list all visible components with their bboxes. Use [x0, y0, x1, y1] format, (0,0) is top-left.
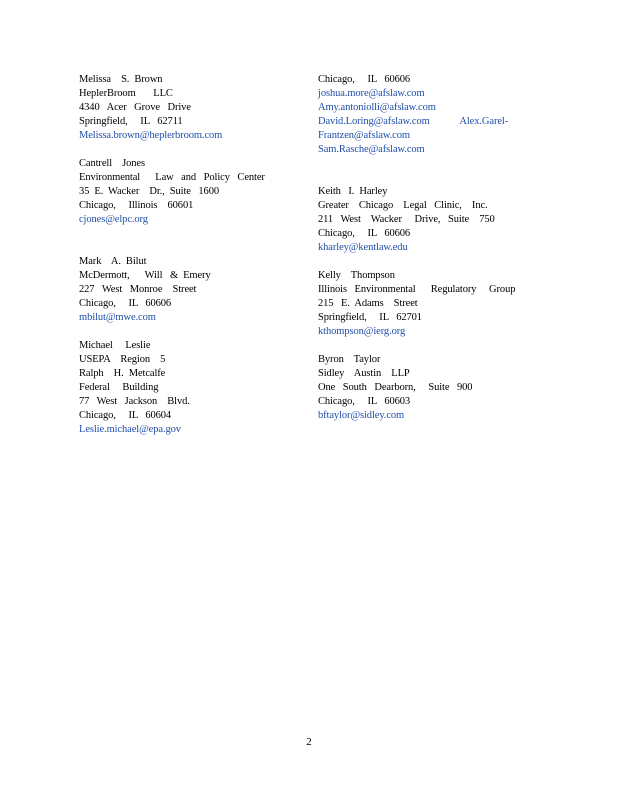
contact-organization: Greater Chicago Legal Clinic, Inc.: [318, 200, 488, 211]
contact-block-jones: [79, 157, 319, 227]
contact-email-link[interactable]: Frantzen@afslaw.com: [318, 130, 410, 141]
contact-city: Chicago, IL 60606: [318, 74, 411, 85]
contact-name: Kelly Thompson: [318, 270, 395, 281]
right-column: [318, 73, 518, 423]
contact-street: 77 West Jackson Blvd.: [79, 396, 190, 407]
contact-email-link[interactable]: Leslie.michael@epa.gov: [79, 424, 181, 435]
contact-city: Chicago, IL 60604: [79, 410, 172, 421]
contact-email-link[interactable]: kthompson@ierg.org: [318, 326, 406, 337]
contact-block-harley: [318, 185, 518, 255]
left-column: [79, 73, 319, 437]
contact-email-link[interactable]: Amy.antoniolli@afslaw.com: [318, 102, 436, 113]
contact-building: Federal Building: [79, 382, 159, 393]
contact-block-afs: [318, 73, 518, 157]
contact-email-link[interactable]: Sam.Rasche@afslaw.com: [318, 144, 425, 155]
contact-city: Chicago, IL 60606: [318, 228, 411, 239]
contact-email-link[interactable]: mbilut@mwe.com: [79, 312, 156, 323]
contact-organization: USEPA Region 5: [79, 354, 166, 365]
contact-name: Michael Leslie: [79, 340, 151, 351]
contact-email-link[interactable]: kharley@kentlaw.edu: [318, 242, 408, 253]
page-number: 2: [306, 736, 312, 748]
contact-block-bilut: [79, 255, 319, 325]
contact-organization: HeplerBroom LLC: [79, 88, 173, 99]
contact-street: 215 E. Adams Street: [318, 298, 418, 309]
contact-name: Mark A. Bilut: [79, 256, 147, 267]
contact-block-thompson: [318, 269, 518, 339]
contact-block-taylor: [318, 353, 518, 423]
contact-street: 35 E. Wacker Dr., Suite 1600: [79, 186, 220, 197]
contact-organization: Sidley Austin LLP: [318, 368, 410, 379]
contact-street: 227 West Monroe Street: [79, 284, 197, 295]
contact-email-link[interactable]: bftaylor@sidley.com: [318, 410, 405, 421]
contact-street: 211 West Wacker Drive, Suite 750: [318, 214, 495, 225]
contact-street: One South Dearborn, Suite 900: [318, 382, 473, 393]
contact-email-link[interactable]: joshua.more@afslaw.com: [318, 88, 425, 99]
contact-name: Keith I. Harley: [318, 186, 388, 197]
contact-email-link[interactable]: David.Loring@afslaw.com Alex.Garel-: [318, 116, 509, 127]
contact-city: Chicago, Illinois 60601: [79, 200, 194, 211]
contact-block-brown: [79, 73, 319, 143]
contact-organization: Illinois Environmental Regulatory Group: [318, 284, 516, 295]
contact-street: 4340 Acer Grove Drive: [79, 102, 191, 113]
contact-city: Chicago, IL 60603: [318, 396, 411, 407]
contact-email-link[interactable]: cjones@elpc.org: [79, 214, 148, 225]
contact-city: Springfield, IL 62701: [318, 312, 422, 323]
contact-name: Melissa S. Brown: [79, 74, 163, 85]
contact-name: Cantrell Jones: [79, 158, 145, 169]
contact-city: Chicago, IL 60606: [79, 298, 172, 309]
contact-email-link[interactable]: Melissa.brown@heplerbroom.com: [79, 130, 223, 141]
contact-organization: Environmental Law and Policy Center: [79, 172, 265, 183]
contact-organization: McDermott, Will & Emery: [79, 270, 211, 281]
contact-block-leslie: [79, 339, 319, 437]
contact-person: Ralph H. Metcalfe: [79, 368, 166, 379]
contact-city: Springfield, IL 62711: [79, 116, 183, 127]
contact-name: Byron Taylor: [318, 354, 381, 365]
